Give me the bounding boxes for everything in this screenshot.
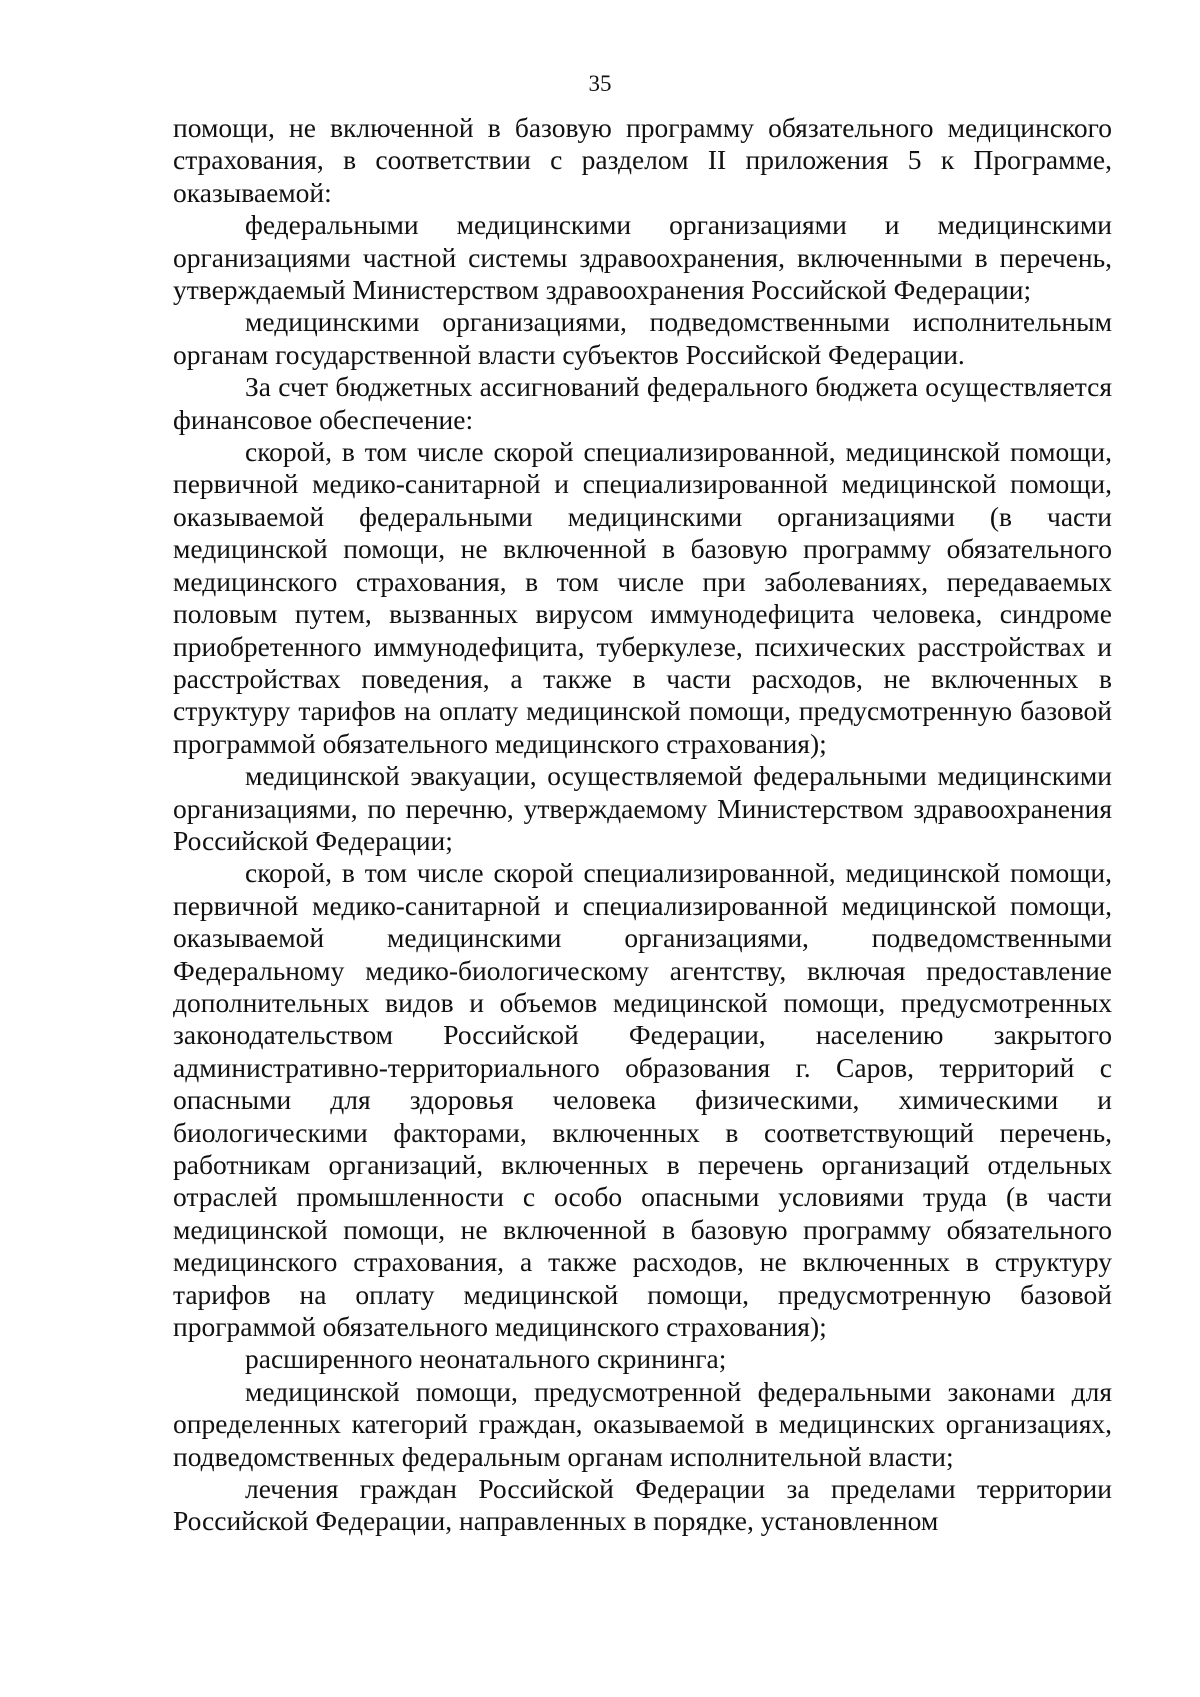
paragraph: помощи, не включенной в базовую программу обязательного медицинского страхования, в соответствии с разделом II приложения 5 к Программе, оказываемой: (173, 112, 1112, 208)
paragraph: медицинской помощи, предусмотренной федеральными законами для определенных категорий граждан, оказываемой в медицинских организациях, подведомственных федеральным органам исполнительной власти; (173, 1375, 1112, 1472)
paragraph: лечения граждан Российской Федерации за пределами территории Российской Федерации, направленных в порядке, установленном (173, 1473, 1112, 1537)
paragraph: скорой, в том числе скорой специализированной, медицинской помощи, первичной медико-санитарной и специализированной медицинской помощи, оказываемой медицинскими организациями, подведомственными Федеральному медико-биологическому агентству, включая предоставление дополнительных видов и объемов медицинской помощи, предусмотренных законодательством Российской Федерации, населению закрытого административно-территориального образования г. Саров, территорий с опасными для здоровья человека физическими, химическими и биологическими факторами, включенных в соответствующий перечень, работникам организаций, включенных в перечень организаций отдельных отраслей промышленности с особо опасными условиями труда (в части медицинской помощи, не включенной в базовую программу обязательного медицинского страхования, а также расходов, не включенных в структуру тарифов на оплату медицинской помощи, предусмотренную базовой программой обязательного медицинского страхования); (173, 857, 1112, 1343)
paragraph: медицинскими организациями, подведомственными исполнительным органам государственной власти субъектов Российской Федерации. (173, 306, 1112, 370)
paragraph: медицинской эвакуации, осуществляемой федеральными медицинскими организациями, по перечню, утверждаемому Министерством здравоохранения Российской Федерации; (173, 760, 1112, 856)
document-body (173, 112, 1112, 1538)
paragraph: скорой, в том числе скорой специализированной, медицинской помощи, первичной медико-санитарной и специализированной медицинской помощи, оказываемой федеральными медицинскими организациями (в части медицинской помощи, не включенной в базовую программу обязательного медицинского страхования, в том числе при заболеваниях, передаваемых половым путем, вызванных вирусом иммунодефицита человека, синдроме приобретенного иммунодефицита, туберкулезе, психических расстройствах и расстройствах поведения, а также в части расходов, не включенных в структуру тарифов на оплату медицинской помощи, предусмотренную базовой программой обязательного медицинского страхования); (173, 436, 1112, 759)
page-number: 35 (588, 71, 612, 96)
paragraph: расширенного неонатального скрининга; (245, 1343, 727, 1375)
paragraph: За счет бюджетных ассигнований федерального бюджета осуществляется финансовое обеспечение: (173, 371, 1112, 435)
paragraph: федеральными медицинскими организациями и медицинскими организациями частной системы здравоохранения, включенными в перечень, утверждаемый Министерством здравоохранения Российской Федерации; (173, 209, 1112, 306)
